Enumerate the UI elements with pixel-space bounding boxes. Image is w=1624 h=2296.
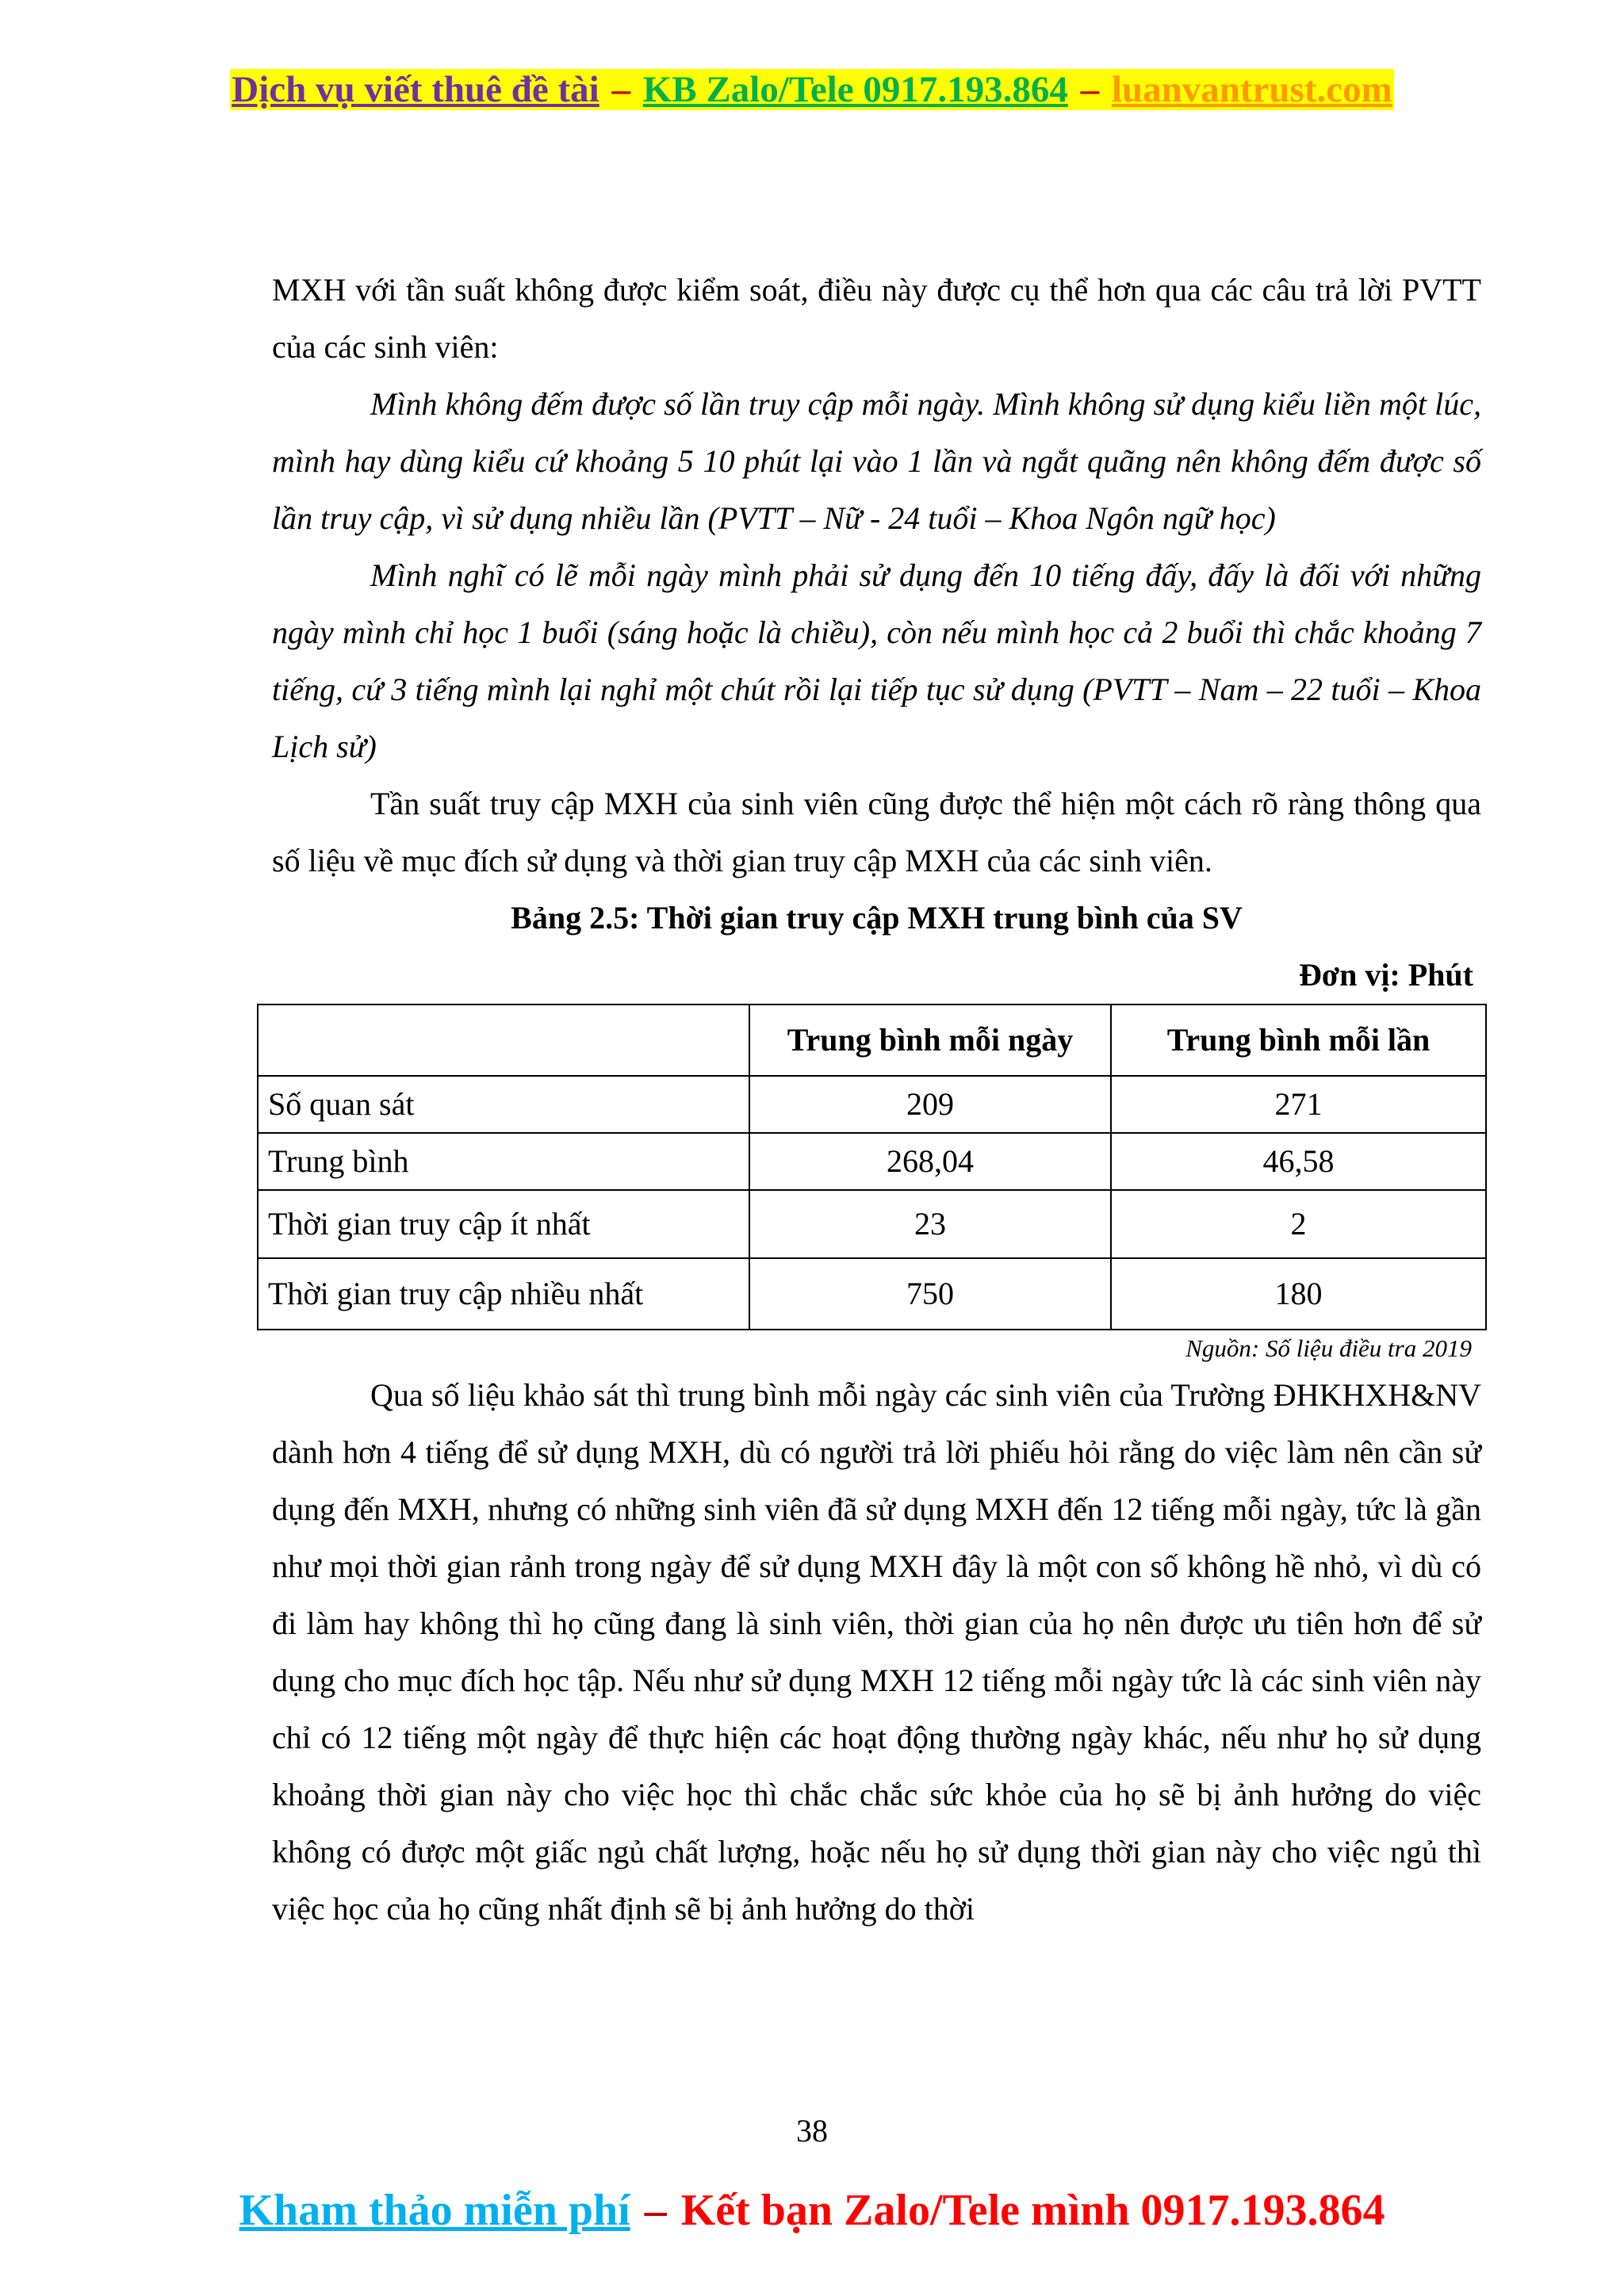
top-banner xyxy=(0,68,1624,111)
table-cell: 2 xyxy=(1111,1190,1486,1258)
banner-separator: – xyxy=(633,2186,678,2235)
body-paragraph: MXH với tần suất không được kiểm soát, điều này được cụ thể hơn qua các câu trả lời PVTT của các sinh viên: xyxy=(272,272,1481,365)
table-header-row xyxy=(258,1004,1486,1076)
interview-quote: Mình không đếm được số lần truy cập mỗi ngày. Mình không sử dụng kiểu liền một lúc, mình hay dùng kiểu cứ khoảng 5 10 phút lại vào 1 lần và ngắt quãng nên không đếm được số lần truy cập, vì sử dụng nhiều lần (PVTT – Nữ - 24 tuổi – Khoa Ngôn ngữ học) xyxy=(272,386,1481,536)
table-cell-label: Thời gian truy cập ít nhất xyxy=(258,1190,749,1258)
page-number: 38 xyxy=(796,2113,828,2149)
banner-separator: – xyxy=(1071,69,1109,110)
banner-separator: – xyxy=(602,69,640,110)
banner-free-reference-link[interactable]: Kham thảo miễn phí xyxy=(239,2186,630,2235)
table-header-cell xyxy=(258,1004,749,1076)
table-row xyxy=(258,1258,1486,1330)
bottom-banner xyxy=(0,2185,1624,2236)
body-paragraph: Qua số liệu khảo sát thì trung bình mỗi ngày các sinh viên của Trường ĐHKHXH&NV dành hơn 4 tiếng để sử dụng MXH, dù có người trả lời phiếu hỏi rằng do việc làm nên cần sử dụng đến MXH, nhưng có những sinh viên đã sử dụng MXH đến 12 tiếng mỗi ngày, tức là gần như mọi thời gian rảnh trong ngày để sử dụng MXH đây là một con số không hề nhỏ, vì dù có đi làm hay không thì họ cũng đang là sinh viên, thời gian của họ nên được ưu tiên hơn để sử dụng cho mục đích học tập. Nếu như sử dụng MXH 12 tiếng mỗi ngày tức là các sinh viên này chỉ có 12 tiếng một ngày để thực hiện các hoạt động thường ngày khác, nếu như họ sử dụng khoảng thời gian này cho việc học thì chắc chắc sức khỏe của họ sẽ bị ảnh hưởng do việc không có được một giấc ngủ chất lượng, hoặc nếu họ sử dụng thời gian này cho việc ngủ thì việc học của họ cũng nhất định sẽ bị ảnh hưởng do thời xyxy=(272,1377,1481,1927)
table-cell-label: Trung bình xyxy=(258,1133,749,1190)
table-row xyxy=(258,1076,1486,1133)
table-title: Bảng 2.5: Thời gian truy cập MXH trung bình của SV xyxy=(511,900,1243,936)
table-cell-label: Số quan sát xyxy=(258,1076,749,1133)
table-header-cell: Trung bình mỗi lần xyxy=(1111,1004,1486,1076)
access-time-table xyxy=(257,1004,1487,1330)
table-header-cell: Trung bình mỗi ngày xyxy=(749,1004,1111,1076)
table-source: Nguồn: Số liệu điều tra 2019 xyxy=(1185,1334,1472,1362)
table-cell: 46,58 xyxy=(1111,1133,1486,1190)
banner-contact-text: Kết bạn Zalo/Tele mình 0917.193.864 xyxy=(680,2186,1385,2235)
table-cell-label: Thời gian truy cập nhiều nhất xyxy=(258,1258,749,1330)
table-unit: Đơn vị: Phút xyxy=(1299,957,1473,993)
table-row xyxy=(258,1190,1486,1258)
banner-contact-link[interactable]: KB Zalo/Tele 0917.193.864 xyxy=(642,69,1068,110)
table-cell: 180 xyxy=(1111,1258,1486,1330)
banner-website-link[interactable]: luanvantrust.com xyxy=(1111,69,1392,110)
table-cell: 268,04 xyxy=(749,1133,1111,1190)
table-row xyxy=(258,1133,1486,1190)
table-cell: 271 xyxy=(1111,1076,1486,1133)
body-paragraph: Tần suất truy cập MXH của sinh viên cũng được thể hiện một cách rõ ràng thông qua số liệu về mục đích sử dụng và thời gian truy cập MXH của các sinh viên. xyxy=(272,786,1481,878)
interview-quote: Mình nghĩ có lẽ mỗi ngày mình phải sử dụng đến 10 tiếng đấy, đấy là đối với những ngày mình chỉ học 1 buổi (sáng hoặc là chiều), còn nếu mình học cả 2 buổi thì chắc khoảng 7 tiếng, cứ 3 tiếng mình lại nghỉ một chút rồi lại tiếp tục sử dụng (PVTT – Nam – 22 tuổi – Khoa Lịch sử) xyxy=(272,557,1481,764)
page-content xyxy=(268,262,1481,1938)
table-cell: 23 xyxy=(749,1190,1111,1258)
table-cell: 209 xyxy=(749,1076,1111,1133)
banner-service-link[interactable]: Dịch vụ viết thuê đề tài xyxy=(232,69,599,110)
table-cell: 750 xyxy=(749,1258,1111,1330)
